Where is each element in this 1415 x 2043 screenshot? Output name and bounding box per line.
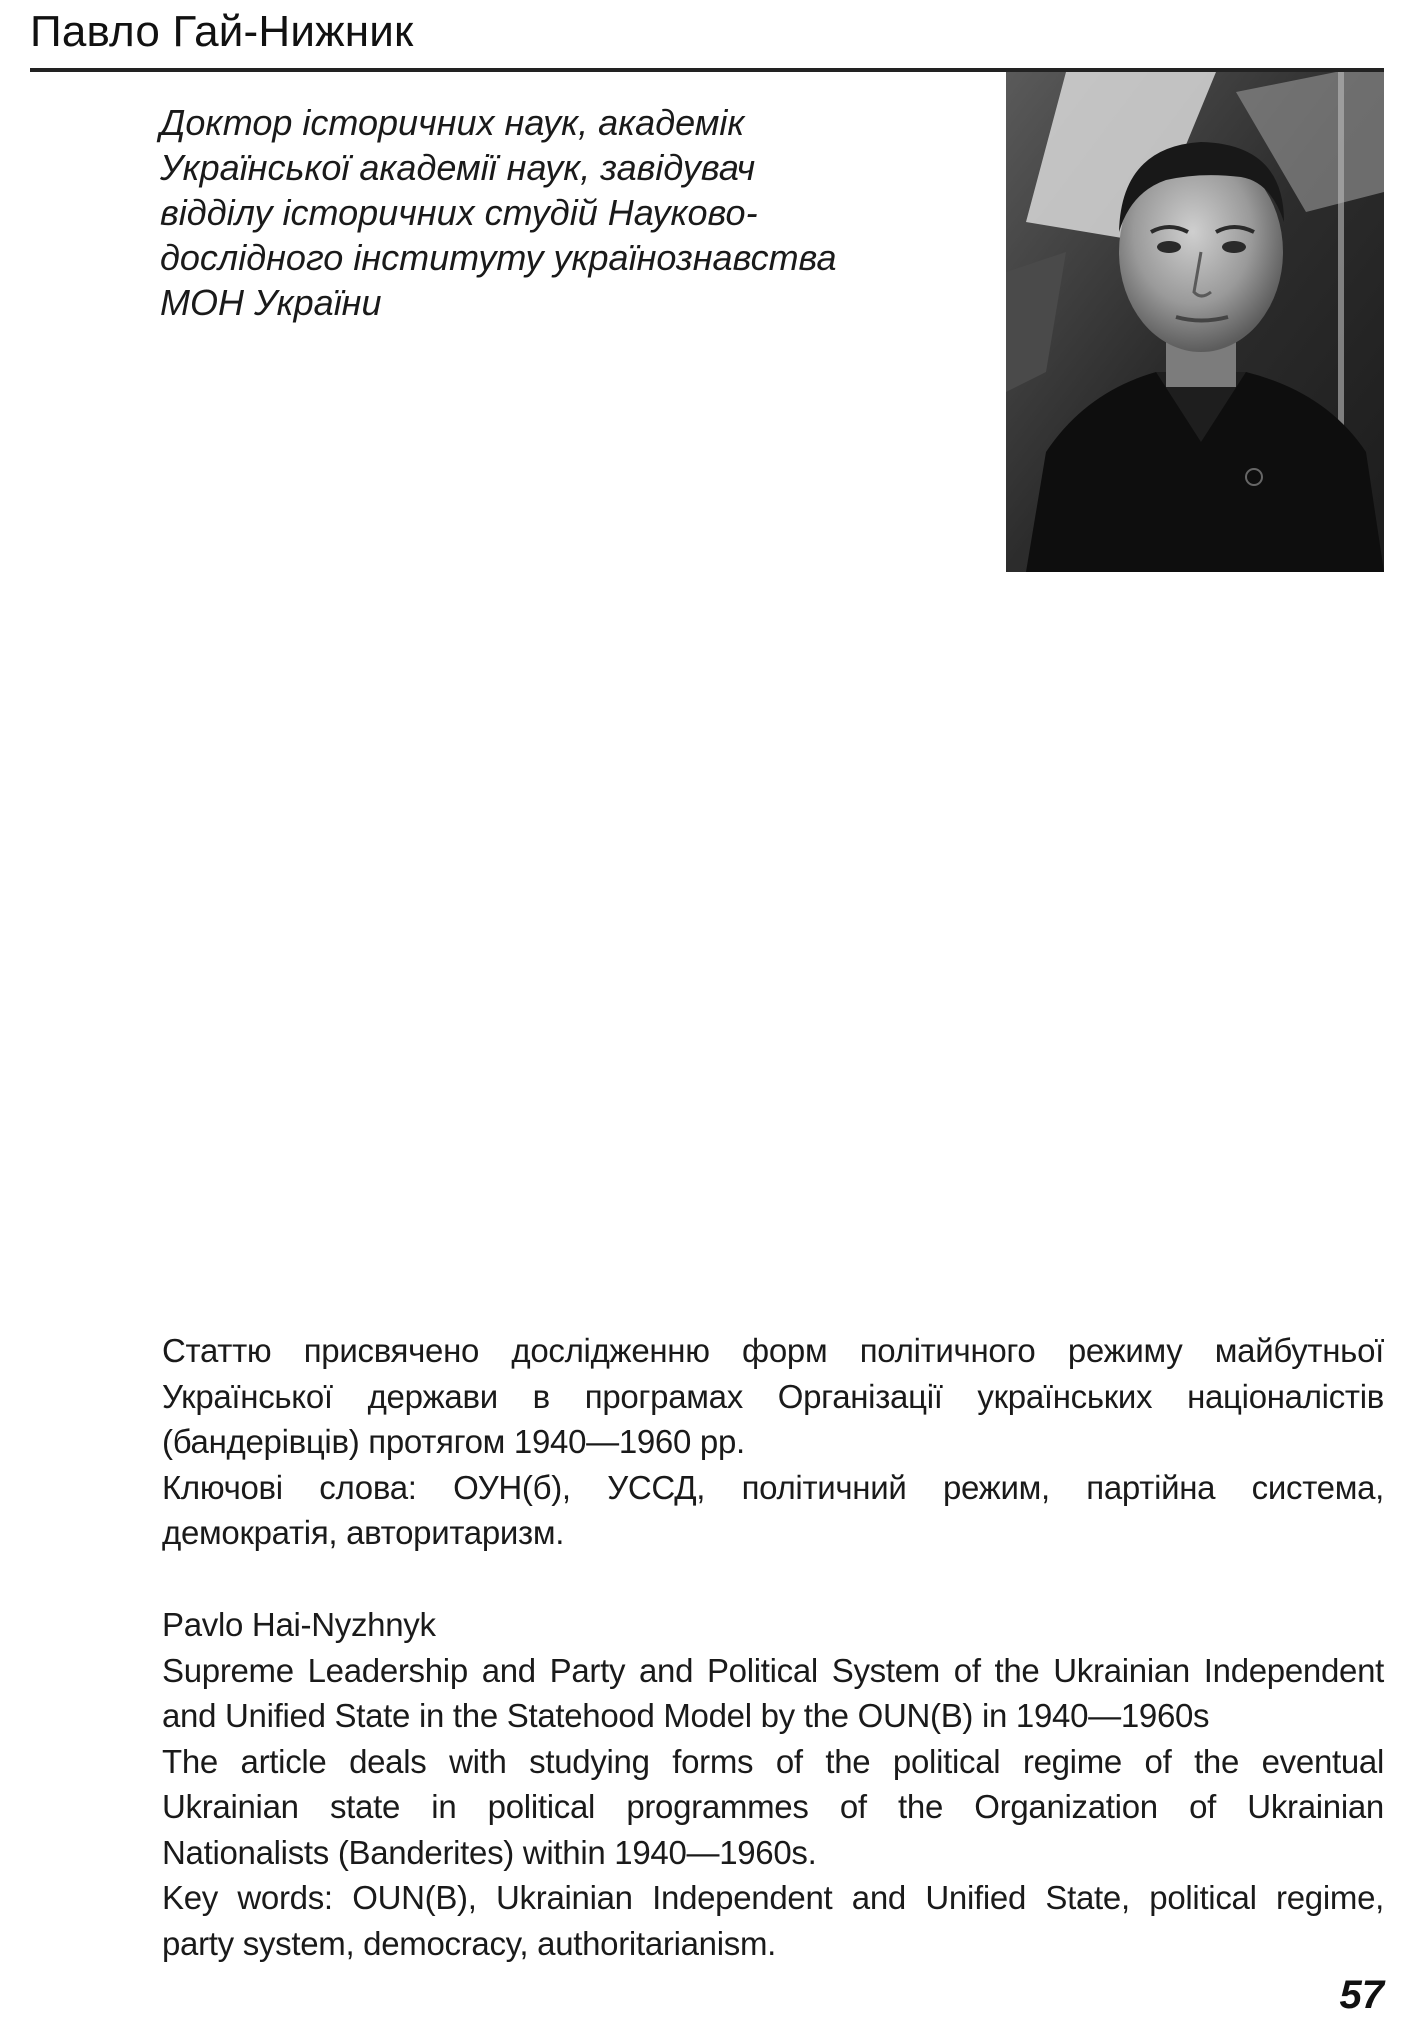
author-credentials (160, 100, 880, 325)
abstract-line: Української держави в програмах Організації українських націоналістів (162, 1377, 1384, 1415)
abstract-english (162, 1602, 1384, 1966)
abstract-line: Ukrainian state in political programmes of the Organization of Ukrainian (162, 1788, 1384, 1825)
credentials-line: відділу історичних студій Науково- (160, 192, 758, 233)
keywords-line: демократія, авторитаризм. (162, 1514, 565, 1551)
keywords-line: party system, democracy, authoritarianism. (162, 1924, 776, 1962)
credentials-line: дослідного інституту українознавства (160, 237, 837, 278)
author-name-header: Павло Гай-Нижник (30, 7, 414, 56)
keywords-line: Key words: OUN(B), Ukrainian Independent and Unified State, political regime, (162, 1879, 1384, 1916)
credentials-line: Доктор історичних наук, академік (160, 102, 745, 143)
english-title-line: Supreme Leadership and Party and Political System of the Ukrainian Independent (162, 1651, 1384, 1689)
english-title-line: and Unified State in the Statehood Model by the OUN(B) in 1940—1960s (162, 1697, 1210, 1734)
keywords-line: Ключові слова: ОУН(б), УССД, політичний режим, партійна система, (162, 1468, 1384, 1506)
abstract-line: Nationalists (Banderites) within 1940—1960s. (162, 1833, 817, 1871)
english-author-name: Pavlo Hai-Nyzhnyk (162, 1606, 436, 1643)
abstract-line: The article deals with studying forms of the political regime of the eventual (162, 1742, 1384, 1780)
abstract-line: (бандерівців) протягом 1940—1960 рр. (162, 1423, 745, 1460)
page-number: 57 (1339, 1973, 1384, 2017)
credentials-line: Української академії наук, завідувач (160, 147, 756, 188)
author-photo (1006, 72, 1384, 572)
abstract-ukrainian (162, 1328, 1384, 1556)
abstract-line: Статтю присвячено дослідженню форм політичного режиму майбутньої (162, 1332, 1384, 1369)
credentials-line: МОН України (160, 282, 382, 323)
author-photo-icon (1006, 72, 1384, 572)
